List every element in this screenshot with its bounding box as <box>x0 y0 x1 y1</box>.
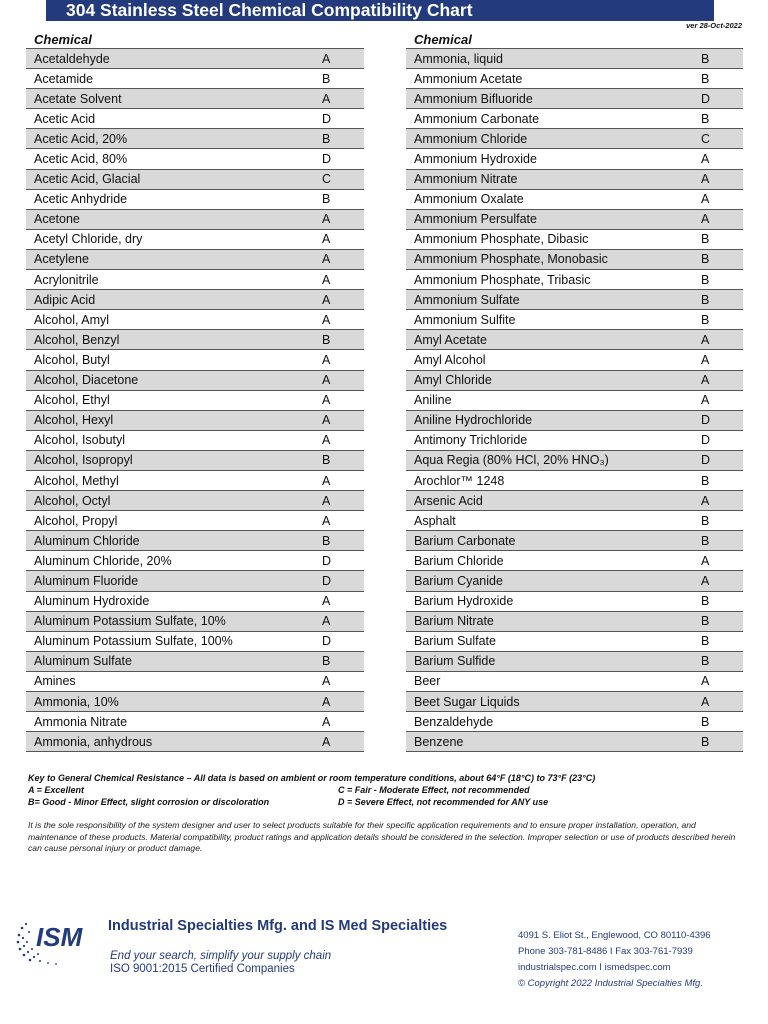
chemical-name: Alcohol, Amyl <box>34 312 110 327</box>
chemical-name: Asphalt <box>414 513 456 528</box>
chemical-name: Alcohol, Isobutyl <box>34 433 126 448</box>
compatibility-rating: A <box>701 573 710 588</box>
compatibility-rating: D <box>322 553 332 568</box>
table-row <box>406 109 743 129</box>
chemical-name: Alcohol, Octyl <box>34 493 111 508</box>
chemical-name: Ammonium Phosphate, Monobasic <box>414 252 608 267</box>
table-row <box>26 210 364 230</box>
chemical-name: Alcohol, Isopropyl <box>34 453 133 468</box>
compatibility-rating: A <box>322 232 331 247</box>
compatibility-rating: A <box>322 252 331 267</box>
chemical-name: Alcohol, Hexyl <box>34 413 114 428</box>
chemical-name: Ammonium Oxalate <box>414 192 524 207</box>
compatibility-rating: B <box>701 533 710 548</box>
left-column-header: Chemical <box>26 30 364 49</box>
chemical-name: Ammonia, liquid <box>414 51 503 66</box>
chemical-name: Aniline Hydrochloride <box>414 413 533 428</box>
compatibility-rating: A <box>322 373 331 388</box>
chemical-name: Aluminum Hydroxide <box>34 594 150 609</box>
table-row <box>406 732 743 752</box>
compatibility-rating: A <box>701 172 710 187</box>
compatibility-rating: A <box>322 674 331 689</box>
table-row <box>26 431 364 451</box>
compatibility-rating: A <box>322 352 331 367</box>
table-row <box>406 632 743 652</box>
version-label: ver 28-Oct-2022 <box>686 21 742 30</box>
table-row <box>26 350 364 370</box>
chemical-name: Alcohol, Butyl <box>34 352 110 367</box>
chemical-name: Acetone <box>34 212 80 227</box>
chemical-name: Aluminum Potassium Sulfate, 100% <box>34 634 233 649</box>
chemical-name: Arochlor™ 1248 <box>414 473 505 488</box>
compatibility-rating: A <box>701 694 710 709</box>
chemical-name: Amyl Acetate <box>414 332 487 347</box>
compatibility-rating: D <box>701 433 711 448</box>
contact-block <box>518 928 711 992</box>
chemical-name: Beet Sugar Liquids <box>414 694 520 709</box>
chemical-name: Ammonium Chloride <box>414 131 528 146</box>
table-row <box>406 612 743 632</box>
compatibility-rating: B <box>701 614 710 629</box>
ism-logo <box>12 908 102 970</box>
chemical-name: Alcohol, Diacetone <box>34 373 139 388</box>
chemical-name: Acetate Solvent <box>34 91 122 106</box>
left-rows <box>26 49 364 752</box>
copyright: © Copyright 2022 Industrial Specialties Mfg. <box>518 978 703 989</box>
table-row <box>26 732 364 752</box>
website-links[interactable]: industrialspec.com I ismedspec.com <box>518 962 671 973</box>
chemical-name: Alcohol, Benzyl <box>34 332 120 347</box>
table-row <box>406 672 743 692</box>
chemical-name: Aluminum Chloride, 20% <box>34 553 172 568</box>
chemical-name: Aluminum Sulfate <box>34 654 132 669</box>
chemical-name: Ammonium Sulfite <box>414 312 516 327</box>
table-row <box>26 69 364 89</box>
disclaimer: It is the sole responsibility of the system designer and user to select products suitable for their specific application requirements and to ensure proper installation, operation, and maintenance of these products. Material compatibility, product ratings and application details should be considered in the selection. Improper selection or use of products described herein can cause personal injury or product damage. <box>28 820 736 853</box>
chemical-name: Acetylene <box>34 252 89 267</box>
chemical-name: Beer <box>414 674 441 689</box>
table-row <box>26 170 364 190</box>
chemical-name: Alcohol, Methyl <box>34 473 119 488</box>
compatibility-rating: B <box>701 714 710 729</box>
chemical-name: Acetamide <box>34 71 94 86</box>
chemical-name: Ammonia Nitrate <box>34 714 128 729</box>
company-name: Industrial Specialties Mfg. and IS Med Specialties <box>108 918 448 934</box>
compatibility-rating: A <box>322 694 331 709</box>
table-row <box>406 49 743 69</box>
table-row <box>406 129 743 149</box>
compatibility-rating: A <box>322 393 331 408</box>
table-row <box>406 69 743 89</box>
compatibility-rating: B <box>701 111 710 126</box>
table-row <box>26 49 364 69</box>
compatibility-rating: D <box>701 91 711 106</box>
chemical-name: Acetyl Chloride, dry <box>34 232 143 247</box>
chemical-name: Ammonium Sulfate <box>414 292 520 307</box>
compatibility-rating: D <box>322 573 332 588</box>
table-row <box>26 89 364 109</box>
compatibility-rating: B <box>322 533 331 548</box>
chemical-name: Barium Hydroxide <box>414 594 514 609</box>
chemical-name: Acetaldehyde <box>34 51 110 66</box>
page-title: 304 Stainless Steel Chemical Compatibility Chart <box>46 0 714 21</box>
phone-fax: Phone 303-781-8486 I Fax 303-761-7939 <box>518 946 693 957</box>
compatibility-rating: D <box>701 413 711 428</box>
table-row <box>26 190 364 210</box>
table-row <box>406 210 743 230</box>
compatibility-rating: A <box>322 734 331 749</box>
table-row <box>26 652 364 672</box>
chemical-name: Barium Cyanide <box>414 573 503 588</box>
chemical-name: Ammonium Phosphate, Dibasic <box>414 232 589 247</box>
chemical-name: Benzene <box>414 734 464 749</box>
compatibility-rating: D <box>322 152 332 167</box>
compatibility-rating: A <box>701 152 710 167</box>
chemical-name: Aluminum Chloride <box>34 533 140 548</box>
chemical-name: Acetic Acid, Glacial <box>34 172 141 187</box>
compatibility-rating: B <box>701 71 710 86</box>
compatibility-rating: A <box>701 352 710 367</box>
compatibility-rating: B <box>701 252 710 267</box>
compatibility-rating: B <box>701 312 710 327</box>
key-b: B= Good - Minor Effect, slight corrosion or discoloration <box>28 797 270 807</box>
table-row <box>406 692 743 712</box>
compatibility-rating: A <box>701 212 710 227</box>
compatibility-rating: C <box>701 131 711 146</box>
key-d: D = Severe Effect, not recommended for ANY use <box>338 797 549 807</box>
compatibility-rating: B <box>701 272 710 287</box>
chemical-name: Ammonia, 10% <box>34 694 119 709</box>
compatibility-rating: B <box>701 634 710 649</box>
chemical-name: Ammonium Hydroxide <box>414 152 537 167</box>
table-row <box>26 330 364 350</box>
compatibility-rating: B <box>701 513 710 528</box>
chemical-name: Barium Chloride <box>414 553 504 568</box>
compatibility-rating: A <box>322 473 331 488</box>
compatibility-rating: A <box>322 272 331 287</box>
chemical-name: Ammonia, anhydrous <box>34 734 153 749</box>
table-row <box>406 89 743 109</box>
table-row <box>406 411 743 431</box>
table-row <box>26 230 364 250</box>
chemical-name: Amyl Chloride <box>414 373 492 388</box>
table-row <box>26 109 364 129</box>
compatibility-rating: A <box>701 493 710 508</box>
compatibility-rating: A <box>322 91 331 106</box>
chemical-name: Adipic Acid <box>34 292 96 307</box>
table-row <box>26 491 364 511</box>
compatibility-rating: A <box>322 212 331 227</box>
certification: ISO 9001:2015 Certified Companies <box>110 963 295 975</box>
compatibility-rating: B <box>701 473 710 488</box>
table-row <box>26 692 364 712</box>
table-row <box>26 672 364 692</box>
table-row <box>26 129 364 149</box>
table-row <box>406 551 743 571</box>
key-c: C = Fair - Moderate Effect, not recommended <box>338 785 530 795</box>
chemical-name: Aniline <box>414 393 452 408</box>
compatibility-rating: A <box>322 493 331 508</box>
compatibility-rating: A <box>322 292 331 307</box>
chemical-name: Aqua Regia (80% HCl, 20% HNO₃) <box>414 453 609 468</box>
table-row <box>406 330 743 350</box>
table-row <box>26 371 364 391</box>
chemical-name: Aluminum Fluoride <box>34 573 139 588</box>
chemical-name: Alcohol, Propyl <box>34 513 118 528</box>
chemical-name: Antimony Trichloride <box>414 433 528 448</box>
address: 4091 S. Eliot St., Englewood, CO 80110-4396 <box>518 930 711 941</box>
table-row <box>406 511 743 531</box>
compatibility-rating: B <box>701 292 710 307</box>
chemical-name: Ammonium Nitrate <box>414 172 518 187</box>
chemical-name: Ammonium Acetate <box>414 71 523 86</box>
table-row <box>406 310 743 330</box>
compatibility-rating: B <box>701 51 710 66</box>
table-row <box>26 270 364 290</box>
table-row <box>26 612 364 632</box>
compatibility-rating: A <box>322 413 331 428</box>
compatibility-rating: A <box>322 513 331 528</box>
table-row <box>26 551 364 571</box>
table-row <box>26 310 364 330</box>
table-row <box>406 350 743 370</box>
chemical-name: Acetic Anhydride <box>34 192 128 207</box>
key-a: A = Excellent <box>28 785 84 795</box>
compatibility-rating: A <box>701 373 710 388</box>
chemical-name: Barium Sulfate <box>414 634 496 649</box>
table-row <box>26 531 364 551</box>
compatibility-rating: B <box>701 654 710 669</box>
table-row <box>406 451 743 471</box>
chemical-name: Ammonium Carbonate <box>414 111 540 126</box>
compatibility-rating: D <box>322 111 332 126</box>
table-row <box>406 149 743 169</box>
compatibility-rating: A <box>322 51 331 66</box>
right-rows <box>406 49 743 752</box>
chemical-name: Ammonium Persulfate <box>414 212 537 227</box>
compatibility-rating: A <box>322 312 331 327</box>
compatibility-rating: B <box>322 654 331 669</box>
compatibility-rating: B <box>701 594 710 609</box>
compatibility-rating: A <box>322 614 331 629</box>
table-row <box>406 290 743 310</box>
chemical-name: Ammonium Phosphate, Tribasic <box>414 272 591 287</box>
chemical-name: Aluminum Potassium Sulfate, 10% <box>34 614 226 629</box>
table-row <box>406 391 743 411</box>
chemical-name: Benzaldehyde <box>414 714 494 729</box>
chemical-name: Acetic Acid, 80% <box>34 152 128 167</box>
key-grid <box>28 784 748 808</box>
chemical-name: Amines <box>34 674 76 689</box>
compatibility-rating: A <box>322 594 331 609</box>
rating-key <box>28 772 748 808</box>
compatibility-rating: A <box>701 192 710 207</box>
compatibility-rating: A <box>322 433 331 448</box>
compatibility-rating: C <box>322 172 332 187</box>
table-row <box>26 571 364 591</box>
table-row <box>406 190 743 210</box>
table-row <box>26 149 364 169</box>
table-row <box>406 592 743 612</box>
compatibility-rating: B <box>701 232 710 247</box>
table-row <box>406 170 743 190</box>
left-column <box>26 30 364 752</box>
table-row <box>26 471 364 491</box>
table-row <box>26 592 364 612</box>
chemical-name: Acrylonitrile <box>34 272 99 287</box>
chemical-name: Arsenic Acid <box>414 493 483 508</box>
table-row <box>406 471 743 491</box>
table-row <box>406 652 743 672</box>
chemical-name: Acetic Acid <box>34 111 96 126</box>
compatibility-rating: B <box>322 192 331 207</box>
compatibility-rating: A <box>701 332 710 347</box>
tagline: End your search, simplify your supply chain <box>110 950 332 962</box>
table-row <box>406 230 743 250</box>
key-heading: Key to General Chemical Resistance – All data is based on ambient or room temperature conditions, about 64°F (18°C) to 73°F (23°C) <box>28 773 596 783</box>
table-row <box>406 431 743 451</box>
compatibility-rating: B <box>322 131 331 146</box>
chemical-name: Barium Nitrate <box>414 614 494 629</box>
compatibility-rating: A <box>701 393 710 408</box>
compatibility-rating: A <box>701 674 710 689</box>
table-row <box>406 250 743 270</box>
compatibility-rating: D <box>322 634 332 649</box>
table-row <box>26 391 364 411</box>
compatibility-rating: B <box>322 453 331 468</box>
chemical-name: Acetic Acid, 20% <box>34 131 128 146</box>
compatibility-rating: B <box>701 734 710 749</box>
chemical-name: Barium Carbonate <box>414 533 516 548</box>
chemical-name: Amyl Alcohol <box>414 352 486 367</box>
table-row <box>406 270 743 290</box>
table-row <box>406 491 743 511</box>
table-row <box>406 571 743 591</box>
table-row <box>26 290 364 310</box>
table-row <box>26 511 364 531</box>
chemical-name: Alcohol, Ethyl <box>34 393 110 408</box>
compatibility-rating: B <box>322 71 331 86</box>
ism-logo-text: ISM <box>36 922 83 952</box>
table-row <box>26 712 364 732</box>
table-row <box>406 371 743 391</box>
table-row <box>26 411 364 431</box>
compatibility-rating: A <box>322 714 331 729</box>
chemical-name: Ammonium Bifluoride <box>414 91 533 106</box>
chemical-name: Barium Sulfide <box>414 654 496 669</box>
table-row <box>406 712 743 732</box>
table-row <box>26 250 364 270</box>
right-column <box>406 30 743 752</box>
table-row <box>26 632 364 652</box>
compatibility-rating: D <box>701 453 711 468</box>
compatibility-rating: A <box>701 553 710 568</box>
compatibility-rating: B <box>322 332 331 347</box>
right-column-header: Chemical <box>406 30 743 49</box>
table-row <box>406 531 743 551</box>
table-row <box>26 451 364 471</box>
